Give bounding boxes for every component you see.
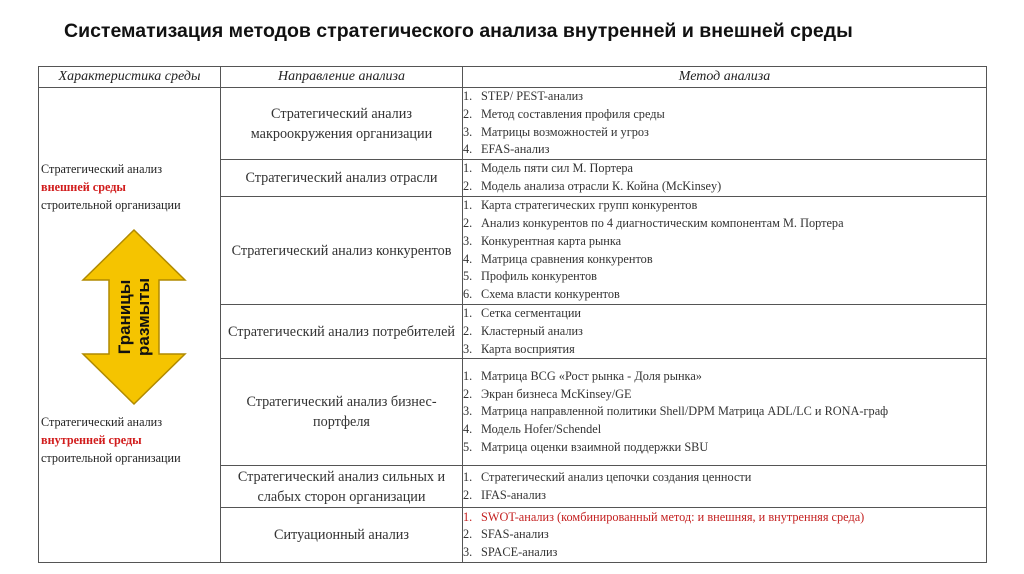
list-item: 4. Модель Hofer/Schendel [463,422,602,437]
methods-consumers [463,304,987,358]
list-item: 1. Сетка сегментации [463,305,581,320]
list-item: 1. SWOT-анализ (комбинированный метод: и внешняя, и внутренняя среда) [463,509,865,524]
list-item: 5. Профиль конкурентов [463,269,597,284]
table-row [39,88,987,160]
list-item: 1. Модель пяти сил М. Портера [463,161,634,176]
methods-strengths-weaknesses [463,466,987,508]
external-environment-label: Стратегический анализ внешней среды строительной организации [41,162,181,212]
list-item: 3. Карта восприятия [463,341,575,356]
methods-macro [463,88,987,160]
list-item: 3. Матрица направленной политики Shell/DPM Матрица ADL/LC и RONA-граф [463,404,889,419]
direction-competitors: Стратегический анализ конкурентов [221,197,463,305]
list-item: 4. EFAS-анализ [463,142,550,157]
internal-environment-label: Стратегический анализ внутренней среды строительной организации [41,415,181,465]
list-item: 2. SFAS-анализ [463,527,549,542]
arrow-label-line2: размыты [134,277,153,357]
arrow-label-line1: Границы [115,279,134,355]
header-environment: Характеристика среды [39,67,221,88]
direction-strengths-weaknesses: Стратегический анализ сильных и слабых сторон организации [221,466,463,508]
methods-portfolio [463,359,987,466]
direction-consumers: Стратегический анализ потребителей [221,304,463,358]
list-item: 6. Схема власти конкурентов [463,287,620,302]
list-item: 1. Стратегический анализ цепочки создания ценности [463,470,752,485]
methods-situational [463,508,987,563]
list-item: 2. IFAS-анализ [463,487,547,502]
methods-table [38,66,987,563]
list-item: 1. Матрица BCG «Рост рынка - Доля рынка» [463,368,702,383]
list-item: 5. Матрица оценки взаимной поддержки SBU [463,440,709,455]
direction-macro: Стратегический анализ макроокружения организации [221,88,463,160]
list-item: 2. Кластерный анализ [463,323,583,338]
environment-cell [39,88,221,563]
list-item: 2. Метод составления профиля среды [463,106,665,121]
list-item: 1. Карта стратегических групп конкурентов [463,198,698,213]
header-method: Метод анализа [463,67,987,88]
methods-industry [463,160,987,197]
list-item: 2. Экран бизнеса McKinsey/GE [463,386,632,401]
direction-situational: Ситуационный анализ [221,508,463,563]
list-item: 3. SPACE-анализ [463,545,558,560]
page-title: Систематизация методов стратегического анализа внутренней и внешней среды [64,20,853,42]
double-arrow-icon [81,228,187,406]
header-direction: Направление анализа [221,67,463,88]
list-item: 1. STEP/ PEST-анализ [463,89,584,103]
table-header-row [39,67,987,88]
list-item: 3. Матрицы возможностей и угроз [463,124,649,139]
list-item: 4. Матрица сравнения конкурентов [463,251,653,266]
direction-portfolio: Стратегический анализ бизнес-портфеля [221,359,463,466]
direction-industry: Стратегический анализ отрасли [221,160,463,197]
list-item: 2. Модель анализа отрасли К. Койна (McKinsey) [463,179,722,194]
list-item: 2. Анализ конкурентов по 4 диагностическим компонентам М. Портера [463,215,844,230]
list-item: 3. Конкурентная карта рынка [463,233,622,248]
methods-competitors [463,197,987,305]
